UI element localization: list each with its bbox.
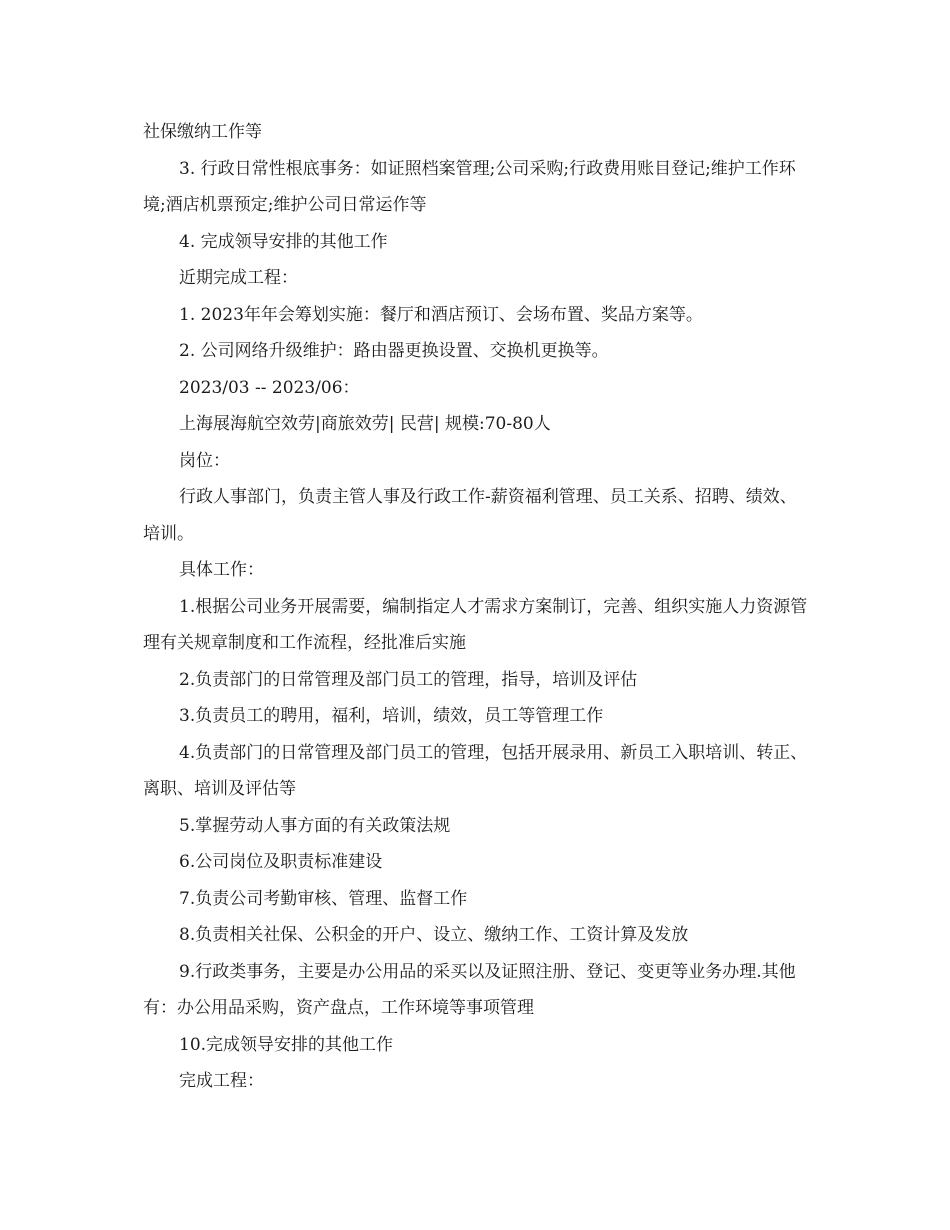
paragraph-20: 10.完成领导安排的其他工作 xyxy=(179,1034,394,1055)
document-body xyxy=(143,114,808,1100)
paragraph-17: 7.负责公司考勤审核、管理、监督工作 xyxy=(179,888,468,909)
paragraph-2: 4. 完成领导安排的其他工作 xyxy=(179,231,388,252)
paragraph-0: 社保缴纳工作等 xyxy=(143,122,262,142)
paragraph-15: 5.掌握劳动人事方面的有关政策法规 xyxy=(179,815,451,836)
paragraph-11: 1.根据公司业务开展需要，编制指定人才需求方案制订，完善、组织实施人力资源管理有关规章制度和工作流程，经批准后实施 xyxy=(143,596,808,653)
paragraph-1: 3. 行政日常性根底事务：如证照档案管理;公司采购;行政费用账目登记;维护工作环境;酒店机票预定;维护公司日常运作等 xyxy=(143,158,796,215)
paragraph-9: 行政人事部门，负责主管人事及行政工作-薪资福利管理、员工关系、招聘、绩效、培训。 xyxy=(143,487,797,544)
paragraph-16: 6.公司岗位及职责标准建设 xyxy=(179,852,383,872)
paragraph-3: 近期完成工程： xyxy=(179,268,298,288)
paragraph-4: 1. 2023年年会筹划实施：餐厅和酒店预订、会场布置、奖品方案等。 xyxy=(179,304,703,325)
paragraph-18: 8.负责相关社保、公积金的开户、设立、缴纳工作、工资计算及发放 xyxy=(179,925,689,945)
paragraph-14: 4.负责部门的日常管理及部门员工的管理，包括开展录用、新员工入职培训、转正、离职、培训及评估等 xyxy=(143,742,808,799)
paragraph-5: 2. 公司网络升级维护：路由器更换设置、交换机更换等。 xyxy=(179,341,609,361)
paragraph-21: 完成工程： xyxy=(179,1071,264,1091)
paragraph-13: 3.负责员工的聘用，福利，培训，绩效，员工等管理工作 xyxy=(179,706,604,726)
paragraph-10: 具体工作： xyxy=(179,560,264,580)
paragraph-6: 2023/03 -- 2023/06： xyxy=(179,377,360,398)
paragraph-19: 9.行政类事务，主要是办公用品的采买以及证照注册、登记、变更等业务办理.其他有：办公用品采购，资产盘点，工作环境等事项管理 xyxy=(143,961,796,1018)
paragraph-8: 岗位： xyxy=(179,450,230,471)
paragraph-12: 2.负责部门的日常管理及部门员工的管理，指导，培训及评估 xyxy=(179,669,638,690)
paragraph-7: 上海展海航空效劳|商旅效劳| 民营| 规模:70-80人 xyxy=(179,414,551,434)
